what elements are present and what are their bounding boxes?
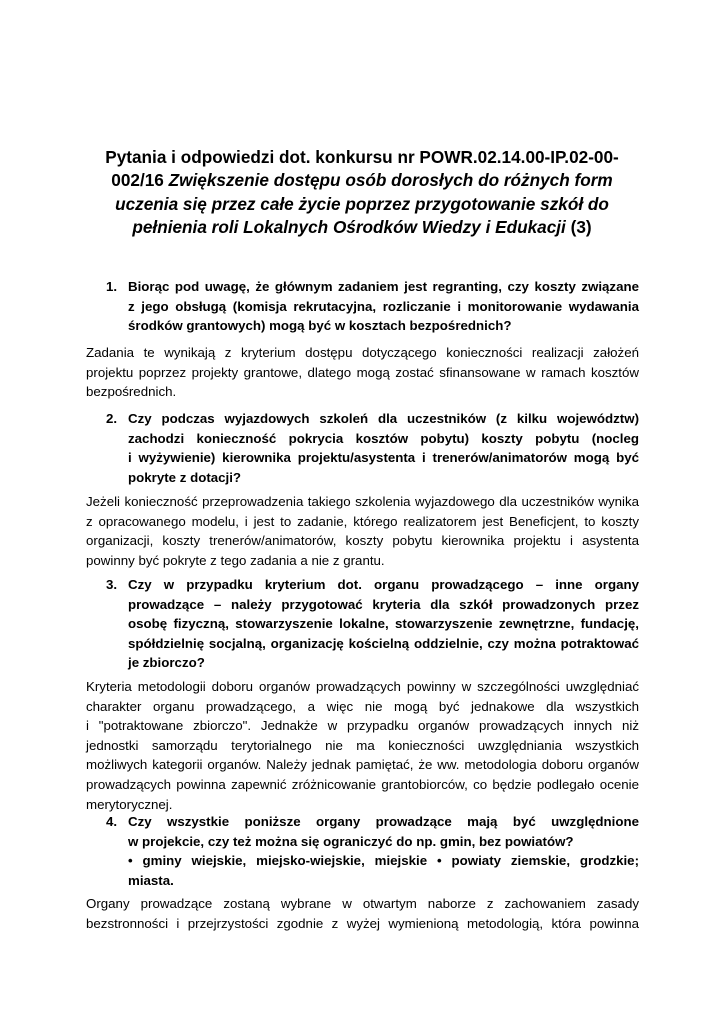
question-line: prowadzące – należy przygotować kryteria dla szkół prowadzonych przez	[128, 596, 639, 612]
title-line-3: uczenia się przez całe życie poprzez przygotowanie szkół do	[115, 193, 609, 214]
question-line: miasta.	[128, 872, 174, 888]
answer-line: Zadania te wynikają z kryterium dostępu dotyczącego konieczności realizacji założeń	[86, 345, 639, 360]
answer-line: bezpośrednich.	[86, 384, 177, 400]
question-line: Biorąc pod uwagę, że głównym zadaniem jest regranting, czy koszty związane	[128, 279, 639, 294]
question-bullet-line: • gminy wiejskie, miejsko-wiejskie, miejskie • powiaty ziemskie, grodzkie;	[128, 853, 639, 869]
answer-line: Jeżeli konieczność przeprowadzenia takiego szkolenia wyjazdowego dla uczestników wynika	[86, 494, 639, 509]
title-line-4-italic: pełnienia roli Lokalnych Ośrodków Wiedzy i Edukacji	[132, 217, 566, 238]
question-3	[106, 575, 639, 673]
answer-line: prowadzących powinna zapewnić zróżnicowanie grantobiorców, co będzie podlegało ocenie	[86, 776, 639, 792]
question-number: 3.	[106, 577, 118, 592]
title-line-2-prefix: 002/16	[111, 170, 169, 191]
answer-line: organizacji, koszty trenerów/animatorów, koszty pobytu kierownika projektu i asystenta	[86, 533, 639, 549]
question-1	[106, 277, 639, 336]
answer-1	[86, 343, 639, 402]
question-line: osobę fizyczną, stowarzyszenie lokalne, stowarzyszenie zewnętrzne, fundację,	[128, 616, 639, 632]
answer-line: bezstronności i przejrzystości zgodnie z wyżej wymienioną metodologią, która powinna	[86, 915, 639, 931]
question-line: je zbiorczo?	[128, 655, 205, 671]
answer-line: projektu poprzez projekty grantowe, dlatego mogą zostać sfinansowane w ramach kosztów	[86, 364, 639, 380]
answer-2	[86, 492, 639, 570]
answer-4	[86, 894, 639, 933]
question-line: Czy wszystkie poniższe organy prowadzące mają być uwzględnione	[128, 814, 639, 829]
answer-line: powinny być pokryte z tego zadania a nie z grantu.	[86, 552, 385, 568]
question-line: Czy podczas wyjazdowych szkoleń dla uczestników (z kilku województw)	[128, 411, 639, 426]
title-line-2-italic: Zwiększenie dostępu osób dorosłych do różnych form	[168, 170, 613, 191]
answer-line: możliwych kategorii organów. Należy jednak pamiętać, że ww. metodologia doboru organów	[86, 757, 639, 773]
question-line: w projekcie, czy też można się ograniczyć do np. gmin, bez powiatów?	[128, 833, 574, 849]
question-4	[106, 812, 639, 890]
question-line: spółdzielnię socjalną, organizację kościelną oddzielnie, czy można potraktować	[128, 635, 639, 651]
title-line-1: Pytania i odpowiedzi dot. konkursu nr POWR.02.14.00-IP.02-00-	[105, 147, 619, 167]
title-line-4-suffix: (3)	[565, 217, 592, 238]
question-number: 1.	[106, 279, 118, 294]
answer-line: z opracowanego modelu, i jest to zadanie, którego realizatorem jest Beneficjent, to koszty	[86, 513, 639, 529]
answer-line: merytorycznej.	[86, 796, 173, 812]
answer-line: Kryteria metodologii doboru organów prowadzących powinny w szczególności uwzględniać	[86, 679, 639, 694]
question-line: z jego obsługą (komisja rekrutacyjna, rozliczanie i monitorowanie wydawania	[128, 298, 639, 314]
question-2	[106, 409, 639, 487]
answer-line: jednostki samorządu terytorialnego nie ma konieczności uwzględniania wszystkich	[86, 737, 639, 753]
answer-line: Organy prowadzące zostaną wybrane w otwartym naborze z zachowaniem zasady	[86, 896, 639, 911]
answer-3	[86, 677, 639, 814]
question-line: i wyżywienie) kierownika projektu/asystenta i trenerów/animatorów mogą być	[128, 450, 639, 466]
question-line: pokryte z dotacji?	[128, 469, 242, 485]
question-line: zachodzi konieczność pokrycia kosztów pobytu) koszty pobytu (nocleg	[128, 430, 639, 446]
document-title	[86, 146, 638, 240]
answer-line: charakter organu prowadzącego, a więc nie mogą być jednakowe dla wszystkich	[86, 698, 639, 714]
question-number: 2.	[106, 411, 118, 426]
question-line: Czy w przypadku kryterium dot. organu prowadzącego – inne organy	[128, 577, 639, 592]
question-line: środków grantowych) mogą być w kosztach bezpośrednich?	[128, 318, 512, 334]
question-number: 4.	[106, 814, 118, 829]
answer-line: i "potraktowane zbiorczo". Jednakże w przypadku organów prowadzących innych niż	[86, 718, 639, 734]
